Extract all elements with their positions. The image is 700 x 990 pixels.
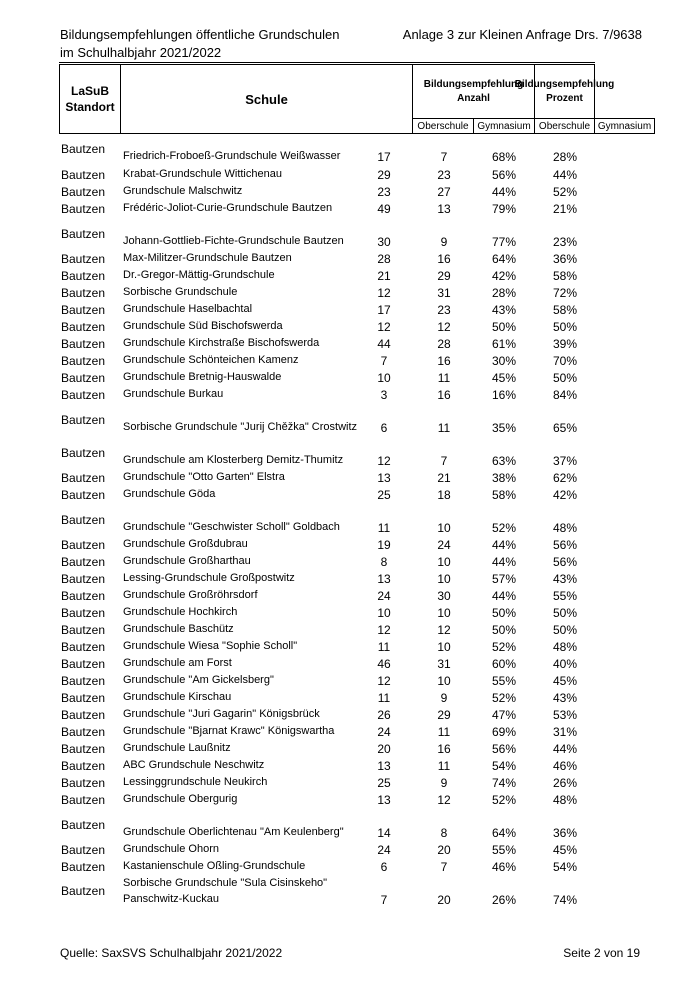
- cell-oberschule-anzahl: 11: [377, 521, 391, 535]
- cell-oberschule-anzahl: 44: [377, 337, 391, 351]
- cell-standort: Bautzen: [61, 818, 106, 832]
- cell-schule: Grundschule Oberlichtenau "Am Keulenberg": [123, 826, 344, 838]
- cell-standort: Bautzen: [61, 691, 106, 705]
- cell-gymnasium-prozent: 65%: [552, 421, 578, 435]
- cell-oberschule-anzahl: 11: [377, 640, 391, 654]
- cell-schule: Grundschule "Otto Garten" Elstra: [123, 471, 285, 483]
- cell-schule: Grundschule Göda: [123, 488, 216, 500]
- header-rule: [59, 62, 595, 63]
- header-schule: Schule: [120, 64, 413, 134]
- cell-standort: Bautzen: [61, 320, 106, 334]
- cell-oberschule-prozent: 26%: [491, 893, 517, 907]
- cell-oberschule-prozent: 45%: [491, 371, 517, 385]
- cell-standort: Bautzen: [61, 446, 106, 460]
- cell-gymnasium-prozent: 54%: [552, 860, 578, 874]
- source-note: Quelle: SaxSVS Schulhalbjahr 2021/2022: [60, 946, 283, 960]
- cell-gymnasium-prozent: 84%: [552, 388, 578, 402]
- cell-gymnasium-prozent: 28%: [552, 150, 578, 164]
- cell-oberschule-anzahl: 7: [380, 354, 388, 368]
- cell-oberschule-prozent: 58%: [491, 488, 517, 502]
- cell-gymnasium-prozent: 36%: [552, 826, 578, 840]
- cell-gymnasium-prozent: 62%: [552, 471, 578, 485]
- cell-gymnasium-anzahl: 7: [440, 860, 448, 874]
- cell-standort: Bautzen: [61, 488, 106, 502]
- cell-oberschule-prozent: 60%: [491, 657, 517, 671]
- cell-schule: Kastanienschule Oßling-Grundschule: [123, 860, 306, 872]
- cell-standort: Bautzen: [61, 303, 106, 317]
- cell-gymnasium-anzahl: 23: [437, 303, 451, 317]
- page-number: Seite 2 von 19: [563, 946, 640, 960]
- cell-gymnasium-prozent: 58%: [552, 269, 578, 283]
- cell-oberschule-anzahl: 20: [377, 742, 391, 756]
- cell-gymnasium-prozent: 55%: [552, 589, 578, 603]
- cell-gymnasium-prozent: 50%: [552, 606, 578, 620]
- cell-oberschule-anzahl: 11: [377, 691, 391, 705]
- cell-standort: Bautzen: [61, 513, 106, 527]
- cell-oberschule-anzahl: 29: [377, 168, 391, 182]
- cell-standort: Bautzen: [61, 354, 106, 368]
- cell-schule: Johann-Gottlieb-Fichte-Grundschule Bautzen: [123, 235, 344, 247]
- cell-gymnasium-anzahl: 30: [437, 589, 451, 603]
- document-title: [60, 26, 339, 62]
- cell-oberschule-prozent: 52%: [491, 521, 517, 535]
- cell-standort: Bautzen: [61, 337, 106, 351]
- cell-gymnasium-anzahl: 11: [437, 421, 451, 435]
- cell-standort: Bautzen: [61, 606, 106, 620]
- cell-oberschule-prozent: 46%: [491, 860, 517, 874]
- cell-schule: Grundschule Süd Bischofswerda: [123, 320, 283, 332]
- cell-schule: Grundschule Wiesa "Sophie Scholl": [123, 640, 298, 652]
- cell-oberschule-anzahl: 7: [380, 893, 388, 907]
- cell-oberschule-anzahl: 26: [377, 708, 391, 722]
- cell-gymnasium-prozent: 23%: [552, 235, 578, 249]
- cell-standort: Bautzen: [61, 742, 106, 756]
- cell-oberschule-prozent: 16%: [491, 388, 517, 402]
- cell-oberschule-prozent: 42%: [491, 269, 517, 283]
- cell-oberschule-prozent: 47%: [491, 708, 517, 722]
- cell-oberschule-prozent: 68%: [491, 150, 517, 164]
- cell-gymnasium-prozent: 70%: [552, 354, 578, 368]
- cell-schule: Grundschule "Am Gickelsberg": [123, 674, 274, 686]
- cell-oberschule-anzahl: 24: [377, 589, 391, 603]
- cell-oberschule-prozent: 52%: [491, 640, 517, 654]
- header-sub-gymnasium-prozent: Gymnasium: [594, 118, 655, 134]
- cell-oberschule-prozent: 56%: [491, 742, 517, 756]
- cell-gymnasium-prozent: 50%: [552, 371, 578, 385]
- cell-oberschule-prozent: 57%: [491, 572, 517, 586]
- cell-gymnasium-anzahl: 16: [437, 252, 451, 266]
- header-prozent-line1: Bildungsempfehlung: [514, 78, 615, 90]
- cell-standort: Bautzen: [61, 860, 106, 874]
- cell-oberschule-prozent: 52%: [491, 793, 517, 807]
- cell-oberschule-anzahl: 13: [377, 759, 391, 773]
- cell-gymnasium-prozent: 21%: [552, 202, 578, 216]
- cell-schule: Grundschule Hochkirch: [123, 606, 238, 618]
- cell-standort: Bautzen: [61, 413, 106, 427]
- cell-standort: Bautzen: [61, 555, 106, 569]
- cell-standort: Bautzen: [61, 572, 106, 586]
- cell-gymnasium-anzahl: 16: [437, 388, 451, 402]
- cell-oberschule-prozent: 44%: [491, 555, 517, 569]
- table-header: [59, 64, 652, 134]
- cell-schule: Grundschule am Forst: [123, 657, 232, 669]
- cell-gymnasium-anzahl: 12: [437, 623, 451, 637]
- cell-gymnasium-anzahl: 7: [440, 454, 448, 468]
- cell-schule: Grundschule Großröhrsdorf: [123, 589, 258, 601]
- cell-gymnasium-anzahl: 31: [437, 657, 451, 671]
- cell-gymnasium-prozent: 58%: [552, 303, 578, 317]
- cell-gymnasium-anzahl: 11: [437, 759, 451, 773]
- cell-schule: Grundschule Bretnig-Hauswalde: [123, 371, 282, 383]
- cell-oberschule-prozent: 38%: [491, 471, 517, 485]
- cell-schule: Sorbische Grundschule "Jurij Chěžka" Crostwitz: [123, 421, 358, 433]
- cell-schule: Grundschule Baschütz: [123, 623, 234, 635]
- title-line-1: Bildungsempfehlungen öffentliche Grundschulen: [60, 27, 340, 42]
- cell-oberschule-prozent: 61%: [491, 337, 517, 351]
- header-prozent: [514, 64, 615, 119]
- cell-oberschule-anzahl: 25: [377, 776, 391, 790]
- cell-standort: Bautzen: [61, 589, 106, 603]
- cell-gymnasium-anzahl: 12: [437, 320, 451, 334]
- cell-oberschule-anzahl: 28: [377, 252, 391, 266]
- cell-oberschule-prozent: 77%: [491, 235, 517, 249]
- header-standort: [59, 64, 121, 134]
- cell-standort: Bautzen: [61, 725, 106, 739]
- cell-oberschule-prozent: 28%: [491, 286, 517, 300]
- cell-schule: Friedrich-Froboeß-Grundschule Weißwasser: [123, 150, 341, 162]
- cell-oberschule-anzahl: 25: [377, 488, 391, 502]
- cell-oberschule-prozent: 64%: [491, 826, 517, 840]
- cell-oberschule-prozent: 55%: [491, 674, 517, 688]
- cell-gymnasium-anzahl: 16: [437, 354, 451, 368]
- cell-oberschule-anzahl: 12: [377, 454, 391, 468]
- cell-standort: Bautzen: [61, 227, 106, 241]
- cell-gymnasium-prozent: 48%: [552, 640, 578, 654]
- cell-schule: Sorbische Grundschule: [123, 286, 238, 298]
- cell-oberschule-anzahl: 13: [377, 572, 391, 586]
- cell-schule: Krabat-Grundschule Wittichenau: [123, 168, 282, 180]
- cell-oberschule-prozent: 74%: [491, 776, 517, 790]
- cell-oberschule-prozent: 44%: [491, 185, 517, 199]
- cell-standort: Bautzen: [61, 657, 106, 671]
- header-sub-gymnasium-anzahl: Gymnasium: [473, 118, 535, 134]
- cell-gymnasium-prozent: 46%: [552, 759, 578, 773]
- cell-oberschule-anzahl: 24: [377, 725, 391, 739]
- cell-oberschule-anzahl: 23: [377, 185, 391, 199]
- cell-gymnasium-anzahl: 10: [437, 674, 451, 688]
- cell-gymnasium-prozent: 48%: [552, 793, 578, 807]
- cell-oberschule-anzahl: 8: [380, 555, 388, 569]
- cell-gymnasium-anzahl: 10: [437, 555, 451, 569]
- cell-oberschule-prozent: 54%: [491, 759, 517, 773]
- cell-oberschule-prozent: 69%: [491, 725, 517, 739]
- cell-schule-line2: Panschwitz-Kuckau: [123, 893, 219, 905]
- cell-gymnasium-prozent: 39%: [552, 337, 578, 351]
- cell-oberschule-prozent: 52%: [491, 691, 517, 705]
- cell-gymnasium-anzahl: 10: [437, 572, 451, 586]
- cell-schule: Grundschule "Bjarnat Krawc" Königswartha: [123, 725, 335, 737]
- cell-gymnasium-anzahl: 7: [440, 150, 448, 164]
- cell-schule: Grundschule Kirschau: [123, 691, 232, 703]
- cell-gymnasium-prozent: 53%: [552, 708, 578, 722]
- cell-gymnasium-anzahl: 11: [437, 371, 451, 385]
- cell-oberschule-anzahl: 17: [377, 150, 391, 164]
- cell-standort: Bautzen: [61, 708, 106, 722]
- cell-schule: Lessing-Grundschule Großpostwitz: [123, 572, 295, 584]
- cell-gymnasium-anzahl: 9: [440, 691, 448, 705]
- cell-gymnasium-anzahl: 23: [437, 168, 451, 182]
- cell-oberschule-prozent: 30%: [491, 354, 517, 368]
- cell-gymnasium-prozent: 26%: [552, 776, 578, 790]
- cell-gymnasium-anzahl: 20: [437, 893, 451, 907]
- cell-oberschule-prozent: 79%: [491, 202, 517, 216]
- cell-oberschule-anzahl: 24: [377, 843, 391, 857]
- cell-standort: Bautzen: [61, 884, 106, 898]
- cell-gymnasium-prozent: 52%: [552, 185, 578, 199]
- cell-standort: Bautzen: [61, 793, 106, 807]
- cell-oberschule-anzahl: 49: [377, 202, 391, 216]
- cell-gymnasium-prozent: 43%: [552, 572, 578, 586]
- cell-standort: Bautzen: [61, 202, 106, 216]
- cell-gymnasium-prozent: 74%: [552, 893, 578, 907]
- cell-oberschule-prozent: 35%: [491, 421, 517, 435]
- cell-standort: Bautzen: [61, 674, 106, 688]
- cell-gymnasium-anzahl: 10: [437, 606, 451, 620]
- cell-gymnasium-prozent: 40%: [552, 657, 578, 671]
- cell-gymnasium-anzahl: 9: [440, 776, 448, 790]
- cell-oberschule-prozent: 55%: [491, 843, 517, 857]
- cell-schule: Grundschule Schönteichen Kamenz: [123, 354, 299, 366]
- title-line-2: im Schulhalbjahr 2021/2022: [60, 45, 222, 60]
- cell-gymnasium-anzahl: 21: [437, 471, 451, 485]
- cell-gymnasium-prozent: 50%: [552, 623, 578, 637]
- cell-gymnasium-anzahl: 24: [437, 538, 451, 552]
- cell-gymnasium-anzahl: 9: [440, 235, 448, 249]
- cell-oberschule-prozent: 50%: [491, 623, 517, 637]
- cell-standort: Bautzen: [61, 640, 106, 654]
- cell-oberschule-prozent: 63%: [491, 454, 517, 468]
- cell-gymnasium-prozent: 44%: [552, 168, 578, 182]
- cell-gymnasium-prozent: 72%: [552, 286, 578, 300]
- cell-schule: Grundschule "Geschwister Scholl" Goldbach: [123, 521, 340, 533]
- cell-standort: Bautzen: [61, 286, 106, 300]
- cell-schule: Grundschule Haselbachtal: [123, 303, 253, 315]
- cell-schule: Grundschule Kirchstraße Bischofswerda: [123, 337, 320, 349]
- header-sub-oberschule-anzahl: Oberschule: [412, 118, 474, 134]
- cell-oberschule-anzahl: 13: [377, 793, 391, 807]
- cell-oberschule-prozent: 43%: [491, 303, 517, 317]
- cell-gymnasium-prozent: 56%: [552, 538, 578, 552]
- cell-schule: Grundschule Malschwitz: [123, 185, 243, 197]
- cell-oberschule-anzahl: 12: [377, 674, 391, 688]
- cell-gymnasium-anzahl: 8: [440, 826, 448, 840]
- cell-schule: Grundschule Burkau: [123, 388, 224, 400]
- cell-oberschule-prozent: 64%: [491, 252, 517, 266]
- cell-gymnasium-anzahl: 13: [437, 202, 451, 216]
- cell-oberschule-anzahl: 17: [377, 303, 391, 317]
- header-standort-line2: Standort: [65, 100, 115, 114]
- cell-gymnasium-prozent: 43%: [552, 691, 578, 705]
- cell-oberschule-anzahl: 46: [377, 657, 391, 671]
- cell-oberschule-anzahl: 19: [377, 538, 391, 552]
- cell-gymnasium-prozent: 44%: [552, 742, 578, 756]
- cell-gymnasium-prozent: 42%: [552, 488, 578, 502]
- header-anzahl-line1: Bildungsempfehlung: [423, 78, 524, 90]
- cell-standort: Bautzen: [61, 185, 106, 199]
- cell-gymnasium-prozent: 45%: [552, 843, 578, 857]
- cell-oberschule-prozent: 50%: [491, 320, 517, 334]
- cell-oberschule-anzahl: 12: [377, 320, 391, 334]
- cell-gymnasium-anzahl: 16: [437, 742, 451, 756]
- cell-gymnasium-anzahl: 10: [437, 521, 451, 535]
- cell-oberschule-anzahl: 12: [377, 286, 391, 300]
- cell-oberschule-anzahl: 3: [380, 388, 388, 402]
- cell-schule: Grundschule Großharthau: [123, 555, 251, 567]
- cell-gymnasium-prozent: 36%: [552, 252, 578, 266]
- cell-gymnasium-prozent: 50%: [552, 320, 578, 334]
- cell-oberschule-anzahl: 6: [380, 421, 388, 435]
- cell-oberschule-prozent: 56%: [491, 168, 517, 182]
- cell-gymnasium-anzahl: 28: [437, 337, 451, 351]
- cell-schule: Grundschule Großdubrau: [123, 538, 248, 550]
- cell-oberschule-anzahl: 21: [377, 269, 391, 283]
- cell-schule: Grundschule "Juri Gagarin" Königsbrück: [123, 708, 320, 720]
- cell-gymnasium-anzahl: 20: [437, 843, 451, 857]
- cell-schule: Frédéric-Joliot-Curie-Grundschule Bautzen: [123, 202, 333, 214]
- cell-standort: Bautzen: [61, 168, 106, 182]
- cell-gymnasium-prozent: 37%: [552, 454, 578, 468]
- cell-standort: Bautzen: [61, 776, 106, 790]
- header-sub-oberschule-prozent: Oberschule: [534, 118, 595, 134]
- cell-standort: Bautzen: [61, 843, 106, 857]
- cell-gymnasium-prozent: 31%: [552, 725, 578, 739]
- cell-gymnasium-anzahl: 11: [437, 725, 451, 739]
- cell-oberschule-anzahl: 6: [380, 860, 388, 874]
- cell-oberschule-prozent: 50%: [491, 606, 517, 620]
- cell-gymnasium-anzahl: 31: [437, 286, 451, 300]
- cell-gymnasium-anzahl: 29: [437, 269, 451, 283]
- header-anzahl-line2: Anzahl: [457, 92, 490, 104]
- cell-standort: Bautzen: [61, 623, 106, 637]
- cell-gymnasium-anzahl: 29: [437, 708, 451, 722]
- cell-standort: Bautzen: [61, 371, 106, 385]
- cell-oberschule-anzahl: 10: [377, 606, 391, 620]
- cell-gymnasium-prozent: 48%: [552, 521, 578, 535]
- header-prozent-line2: Prozent: [546, 92, 583, 104]
- cell-schule: Grundschule am Klosterberg Demitz-Thumitz: [123, 454, 344, 466]
- cell-oberschule-anzahl: 10: [377, 371, 391, 385]
- cell-schule: Max-Militzer-Grundschule Bautzen: [123, 252, 292, 264]
- cell-schule: ABC Grundschule Neschwitz: [123, 759, 265, 771]
- cell-oberschule-anzahl: 30: [377, 235, 391, 249]
- cell-schule: Lessinggrundschule Neukirch: [123, 776, 268, 788]
- cell-standort: Bautzen: [61, 538, 106, 552]
- cell-schule: Dr.-Gregor-Mättig-Grundschule: [123, 269, 275, 281]
- cell-oberschule-prozent: 44%: [491, 538, 517, 552]
- cell-oberschule-prozent: 44%: [491, 589, 517, 603]
- cell-gymnasium-prozent: 45%: [552, 674, 578, 688]
- cell-oberschule-anzahl: 14: [377, 826, 391, 840]
- cell-standort: Bautzen: [61, 388, 106, 402]
- cell-schule: Grundschule Ohorn: [123, 843, 219, 855]
- cell-standort: Bautzen: [61, 471, 106, 485]
- cell-oberschule-anzahl: 12: [377, 623, 391, 637]
- cell-standort: Bautzen: [61, 142, 106, 156]
- cell-standort: Bautzen: [61, 269, 106, 283]
- cell-schule: Grundschule Laußnitz: [123, 742, 231, 754]
- cell-gymnasium-anzahl: 12: [437, 793, 451, 807]
- annex-label: Anlage 3 zur Kleinen Anfrage Drs. 7/9638: [402, 27, 642, 42]
- cell-schule: Grundschule Obergurig: [123, 793, 238, 805]
- cell-gymnasium-prozent: 56%: [552, 555, 578, 569]
- cell-schule: Sorbische Grundschule "Sula Cisinskeho": [123, 877, 328, 889]
- header-standort-line1: LaSuB: [70, 84, 109, 98]
- cell-standort: Bautzen: [61, 759, 106, 773]
- cell-gymnasium-anzahl: 27: [437, 185, 451, 199]
- cell-standort: Bautzen: [61, 252, 106, 266]
- cell-gymnasium-anzahl: 10: [437, 640, 451, 654]
- cell-gymnasium-anzahl: 18: [437, 488, 451, 502]
- cell-oberschule-anzahl: 13: [377, 471, 391, 485]
